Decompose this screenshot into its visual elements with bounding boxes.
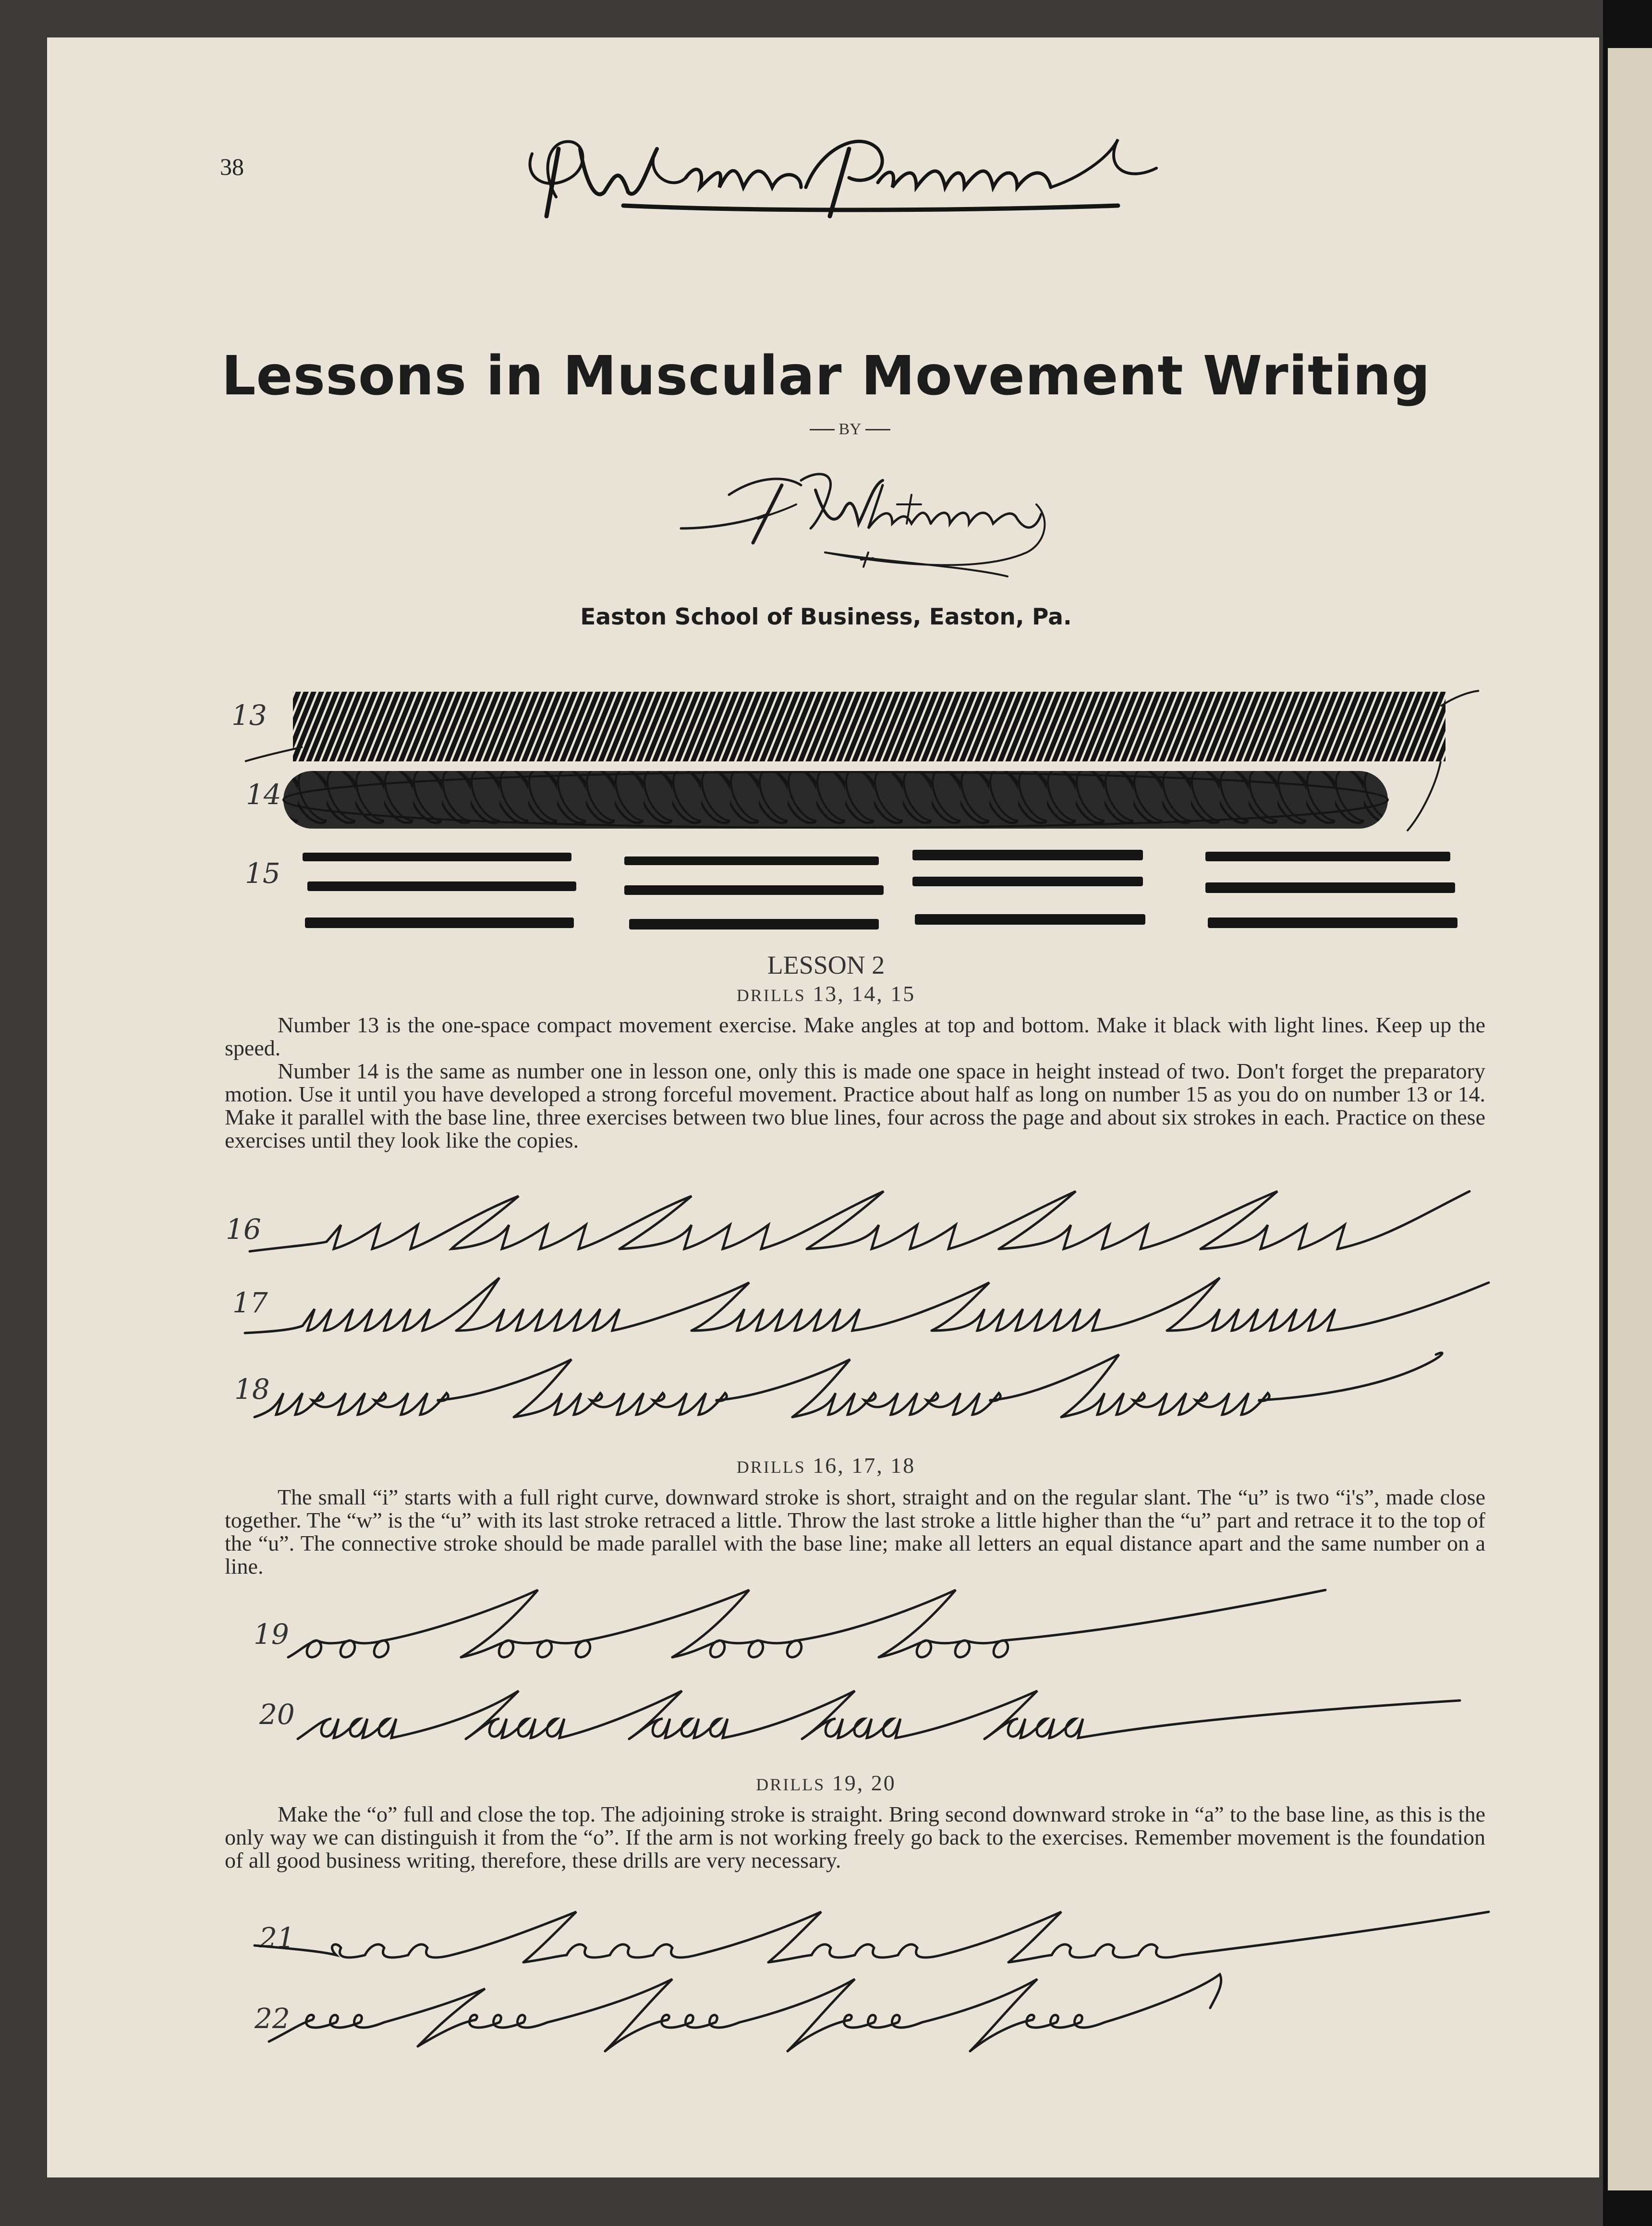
drill-number-13: 13 xyxy=(231,699,267,732)
drill-16-small-i xyxy=(231,1186,1479,1263)
drills-caption-word: DRILLS xyxy=(736,986,806,1005)
lesson-heading: LESSON 2 xyxy=(767,951,885,979)
drills-16-18-text xyxy=(225,1486,1485,1578)
paragraph: Number 14 is the same as number one in lesson one, only this is made one space in height instead of two. Don't forget the preparatory motion. Use it until you have developed a strong forceful movement. Practice about half as long on number 15 as you do on number 13 or 14. Make it parallel with the base line, three exercises between two blue lines, four across the page and about six strokes in each. Practice on these exercises until they look like the copies. xyxy=(225,1059,1485,1152)
drill-number-22: 22 xyxy=(255,2002,290,2035)
drill-number-15: 15 xyxy=(245,857,280,890)
drill-21-small-e xyxy=(240,1902,1498,1974)
school-name: Easton School of Business, Easton, Pa. xyxy=(580,604,1072,630)
paragraph: The small “i” starts with a full right curve, downward stroke is short, straight and on the regular slant. The “u” is two “i's”, made close together. The “w” is the “u” with its last stroke retraced a little. Throw the last stroke a little higher than the “u” part and retrace it to the top of the “u”. The connective stroke should be made parallel with the base line; make all letters an equal distance apart and the same number on a line. xyxy=(225,1485,1485,1578)
byline-rule-left xyxy=(810,429,835,430)
drills-caption-numbers: 13, 14, 15 xyxy=(813,981,916,1006)
drill-17-small-u xyxy=(231,1273,1498,1345)
byline-text: BY xyxy=(838,420,862,438)
paragraph: Make the “o” full and close the top. The adjoining stroke is straight. Bring second downward stroke in “a” to the base line, as this is the only way we can distinguish it from the “o”. If the arm is not working freely go back to the exercises. Remember movement is the foundation of all good business writing, therefore, these drills are very necessary. xyxy=(225,1802,1485,1872)
drills-caption-numbers: 19, 20 xyxy=(832,1771,896,1795)
byline xyxy=(792,420,908,439)
drills-13-15-caption xyxy=(0,981,1652,1006)
drills-caption-numbers: 16, 17, 18 xyxy=(813,1453,916,1478)
drill-number-19: 19 xyxy=(254,1618,289,1651)
drills-caption-word: DRILLS xyxy=(756,1775,826,1794)
drill-number-18: 18 xyxy=(234,1373,270,1406)
drills-19-20-text xyxy=(225,1803,1485,1872)
drill-19-small-o xyxy=(269,1585,1383,1681)
paragraph: Number 13 is the one-space compact movement exercise. Make angles at top and bottom. Make it black with light lines. Keep up the speed. xyxy=(225,1013,1485,1060)
byline-rule-right xyxy=(865,429,890,430)
drill-number-17: 17 xyxy=(232,1286,268,1319)
drill-15-straight-line-exercise xyxy=(298,848,1460,944)
drill-14-oval-movement xyxy=(269,757,1450,841)
western-penman-logo xyxy=(513,120,1195,231)
drill-20-small-a xyxy=(288,1681,1470,1753)
drill-number-16: 16 xyxy=(226,1213,261,1246)
drills-16-18-caption xyxy=(0,1453,1652,1478)
drill-number-20: 20 xyxy=(259,1698,295,1731)
drill-22-small-c xyxy=(259,1969,1460,2056)
drills-19-20-caption xyxy=(0,1770,1652,1796)
drills-13-15-text xyxy=(225,1014,1485,1152)
author-signature xyxy=(671,456,1056,591)
article-title: Lessons in Muscular Movement Writing xyxy=(221,345,1431,407)
drill-number-21: 21 xyxy=(259,1921,295,1954)
page-number: 38 xyxy=(220,153,244,180)
drill-18-small-w xyxy=(235,1350,1465,1431)
drills-caption-word: DRILLS xyxy=(736,1457,806,1477)
drill-number-14: 14 xyxy=(246,778,281,811)
